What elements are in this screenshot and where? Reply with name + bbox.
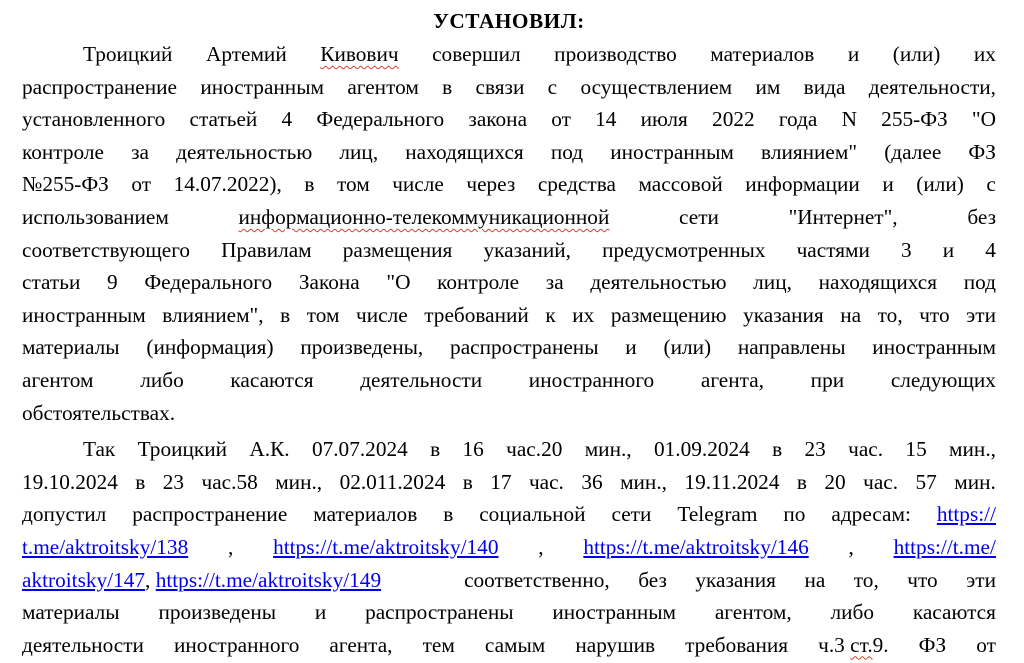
paragraph-2 [22,433,996,661]
word: года [778,107,818,132]
word: Telegram [677,502,758,527]
word: социальной [479,502,586,527]
word: агента, [329,632,393,657]
word: 9 [107,270,118,295]
word: в [462,469,473,494]
word: по [783,502,806,527]
word: установленного [22,107,166,132]
word: числе [356,302,408,327]
word: 2022 [712,107,755,132]
word: числе [392,172,444,197]
word: (или) [663,335,712,360]
paragraph-1 [22,38,996,429]
spellcheck-word[interactable]: ст. [850,632,873,657]
comma: , [538,534,544,559]
word: 4 [281,107,293,132]
word: час.58 [201,469,258,494]
word: влиянием", [162,302,264,327]
word: лиц, [753,270,792,295]
link-aktroitsky-146[interactable]: https://t.me/aktroitsky/146 [583,534,809,559]
word: час.20 [506,437,563,462]
word: иностранного [528,367,655,392]
paragraph-2-line-5 [22,564,996,597]
word: Федерального [316,107,445,132]
spellcheck-word[interactable]: Кивович [320,42,399,66]
word: массовой [638,172,723,197]
word: агентом, [714,600,792,625]
paragraph-2-line-6 [22,596,996,629]
word: указания [695,567,776,592]
word: 23 [804,437,826,462]
word: статьи [22,270,81,295]
paragraph-1-line-4 [22,136,996,169]
paragraph-1-line-7 [22,234,996,267]
word: контроле [22,139,104,164]
word: за [545,270,564,295]
word: мин., [584,437,632,462]
word: "О [971,107,996,132]
word: адресам: [831,502,911,527]
word: 15 [905,437,927,462]
word: нарушив [575,632,656,657]
spellcheck-word[interactable]: информационно-телекоммуникационной [238,204,610,229]
paragraph-2-line-7 [22,629,996,662]
word: 9. [872,632,889,657]
word: самым [484,632,546,657]
word: мин., [949,437,996,462]
word: деятельности, [868,74,996,99]
word: ФЗ [968,139,996,164]
link-aktroitsky-147-part1[interactable]: https://t.me/ [893,534,996,559]
word: требования [685,632,789,657]
word: ч.3 [818,632,845,657]
link-aktroitsky-147-part2[interactable]: aktroitsky/147 [22,567,146,592]
word: распространены [365,600,514,625]
word: использованием [22,204,169,229]
word: что [907,567,938,592]
comma: , [145,567,151,592]
word: Закона [298,270,360,295]
word: средства [537,172,616,197]
word: влиянием" [761,139,858,164]
word: 16 [462,437,484,462]
word: то, [853,567,879,592]
paragraph-1-line-10 [22,331,996,364]
paragraph-1-line-1 [22,38,996,71]
word: при [810,367,845,392]
word: произведены [158,600,277,625]
word: следующих [890,367,996,392]
word: от [131,172,152,197]
word: 07.07.2024 [311,437,408,462]
word: мин., [620,469,667,494]
word: вида [803,74,846,99]
word: контроле [437,270,520,295]
word: деятельности [22,632,144,657]
word: материалы [22,600,120,625]
word: размещения [342,237,453,262]
word: без [638,567,667,592]
word: N [841,107,857,132]
word: направлены [737,335,846,360]
document-page [22,4,996,661]
word: сети [611,502,652,527]
word: 14 [595,107,617,132]
word: иностранным [200,74,324,99]
word: лиц, [339,139,379,164]
word: 3 [900,237,912,262]
word: от [551,107,571,132]
link-aktroitsky-140[interactable]: https://t.me/aktroitsky/140 [273,534,499,559]
word: и [314,600,327,625]
word: за [131,139,149,164]
word: распространение [22,74,177,99]
word: соответственно, [464,567,610,592]
word: материалов [710,42,815,66]
link-group [22,564,381,597]
word: мин. [954,469,996,494]
word: на [840,302,862,327]
word: либо [830,600,875,625]
word: им [755,74,781,99]
word: (или) [916,172,964,197]
word: "Интернет", [788,204,898,229]
word: под [550,139,584,164]
paragraph-2-line-3 [22,498,996,531]
word: осуществлением [580,74,733,99]
word: том [306,302,340,327]
word: иностранным [872,335,996,360]
link-aktroitsky-138-part1[interactable]: https:// [936,502,996,527]
word: деятельностью [590,270,727,295]
word: час. [528,469,564,494]
word: в [304,172,315,197]
word: 4 [985,237,996,262]
word: статьей [189,107,258,132]
word: в [442,74,453,99]
word: обстоятельствах. [22,400,176,425]
word: распространение [132,502,288,527]
word: иностранным [22,302,146,327]
word: закона [468,107,528,132]
word: "О [386,270,411,295]
word: к [545,302,556,327]
word: в [135,469,146,494]
word: тем [422,632,455,657]
paragraph-1-line-9 [22,299,996,332]
word: эти [966,567,996,592]
word: с [986,172,996,197]
word: эти [966,302,996,327]
word: материалы [22,335,120,360]
word: требований [424,302,529,327]
word: иностранным [610,139,734,164]
word: размещению [610,302,727,327]
word: то, [877,302,903,327]
word: в [443,502,454,527]
word: и [625,335,637,360]
word: иностранного [173,632,300,657]
word: 255-ФЗ [881,107,948,132]
paragraph-1-line-2 [22,71,996,104]
word: указаний, [483,237,571,262]
word: без [967,204,996,229]
word: иностранным [552,600,677,625]
word: произведены, [300,335,424,360]
word: касаются [912,600,996,625]
word: Правилам [221,237,312,262]
word: 02.011.2024 [339,469,446,494]
word: А.К. [249,437,290,462]
word: Артемий [205,42,287,66]
word: касаются [230,367,314,392]
document-heading: УСТАНОВИЛ: [433,9,585,33]
word: Федерального [144,270,273,295]
word: Так [83,437,116,462]
word: на [804,567,826,592]
paragraph-1-line-5 [22,168,996,201]
word: от [976,632,996,657]
word: Троицкий [83,42,173,66]
word: агентом [347,74,419,99]
word: либо [140,367,184,392]
word: указания [743,302,824,327]
word: находящихся [405,139,524,164]
word: в [280,302,291,327]
word: информации [745,172,860,197]
word: 19.10.2024 [22,469,118,494]
paragraph-1-line-12 [22,397,996,430]
word: 23 [162,469,185,494]
word: 19.11.2024 [684,469,780,494]
paragraph-1-line-8 [22,266,996,299]
word: Троицкий [137,437,228,462]
word: что [919,302,950,327]
word: 57 [915,469,937,494]
word: с [547,74,558,99]
word: (информация) [146,335,274,360]
word: сети [679,204,719,229]
word: в [430,437,441,462]
word: 17 [490,469,512,494]
paragraph-1-line-3 [22,103,996,136]
word: совершил [432,42,521,66]
word: час. [848,437,884,462]
section-reference [818,629,888,662]
word: материалов [313,502,418,527]
word: и [942,237,955,262]
word: через [466,172,516,197]
word: и [847,42,860,66]
word: 36 [581,469,603,494]
word: и [882,172,894,197]
word: их [973,42,996,66]
word: допустил [22,502,107,527]
word: частями [796,237,870,262]
word: 14.07.2022), [173,172,282,197]
word: их [572,302,595,327]
word: июля [640,107,688,132]
comma: , [848,534,854,559]
word: (далее [884,139,942,164]
word: агента, [700,367,764,392]
word: в [772,437,783,462]
word: предусмотренных [602,237,766,262]
word: час. [863,469,899,494]
comma: , [227,534,234,559]
word: деятельностью [176,139,313,164]
paragraph-1-line-11 [22,364,996,397]
word: деятельности [360,367,483,392]
word: мин., [275,469,323,494]
word: том [336,172,370,197]
word: в [796,469,807,494]
word: соответствующего [22,237,191,262]
word: №255-ФЗ [22,172,109,197]
word: (или) [892,42,941,66]
paragraph-2-line-2 [22,466,996,499]
word: ФЗ [918,632,947,657]
word: находящихся [818,270,938,295]
link-aktroitsky-138-part2[interactable]: t.me/aktroitsky/138 [22,534,189,559]
paragraph-2-line-4 [22,531,996,564]
word: распространены [450,335,599,360]
word: агентом [22,367,94,392]
paragraph-2-line-1 [22,433,996,466]
link-aktroitsky-149[interactable]: https://t.me/aktroitsky/149 [155,567,382,592]
word: под [963,270,996,295]
paragraph-1-line-6 [22,201,996,234]
word: связи [475,74,525,99]
word: 20 [824,469,846,494]
word: производство [554,42,677,66]
word: 01.09.2024 [653,437,750,462]
